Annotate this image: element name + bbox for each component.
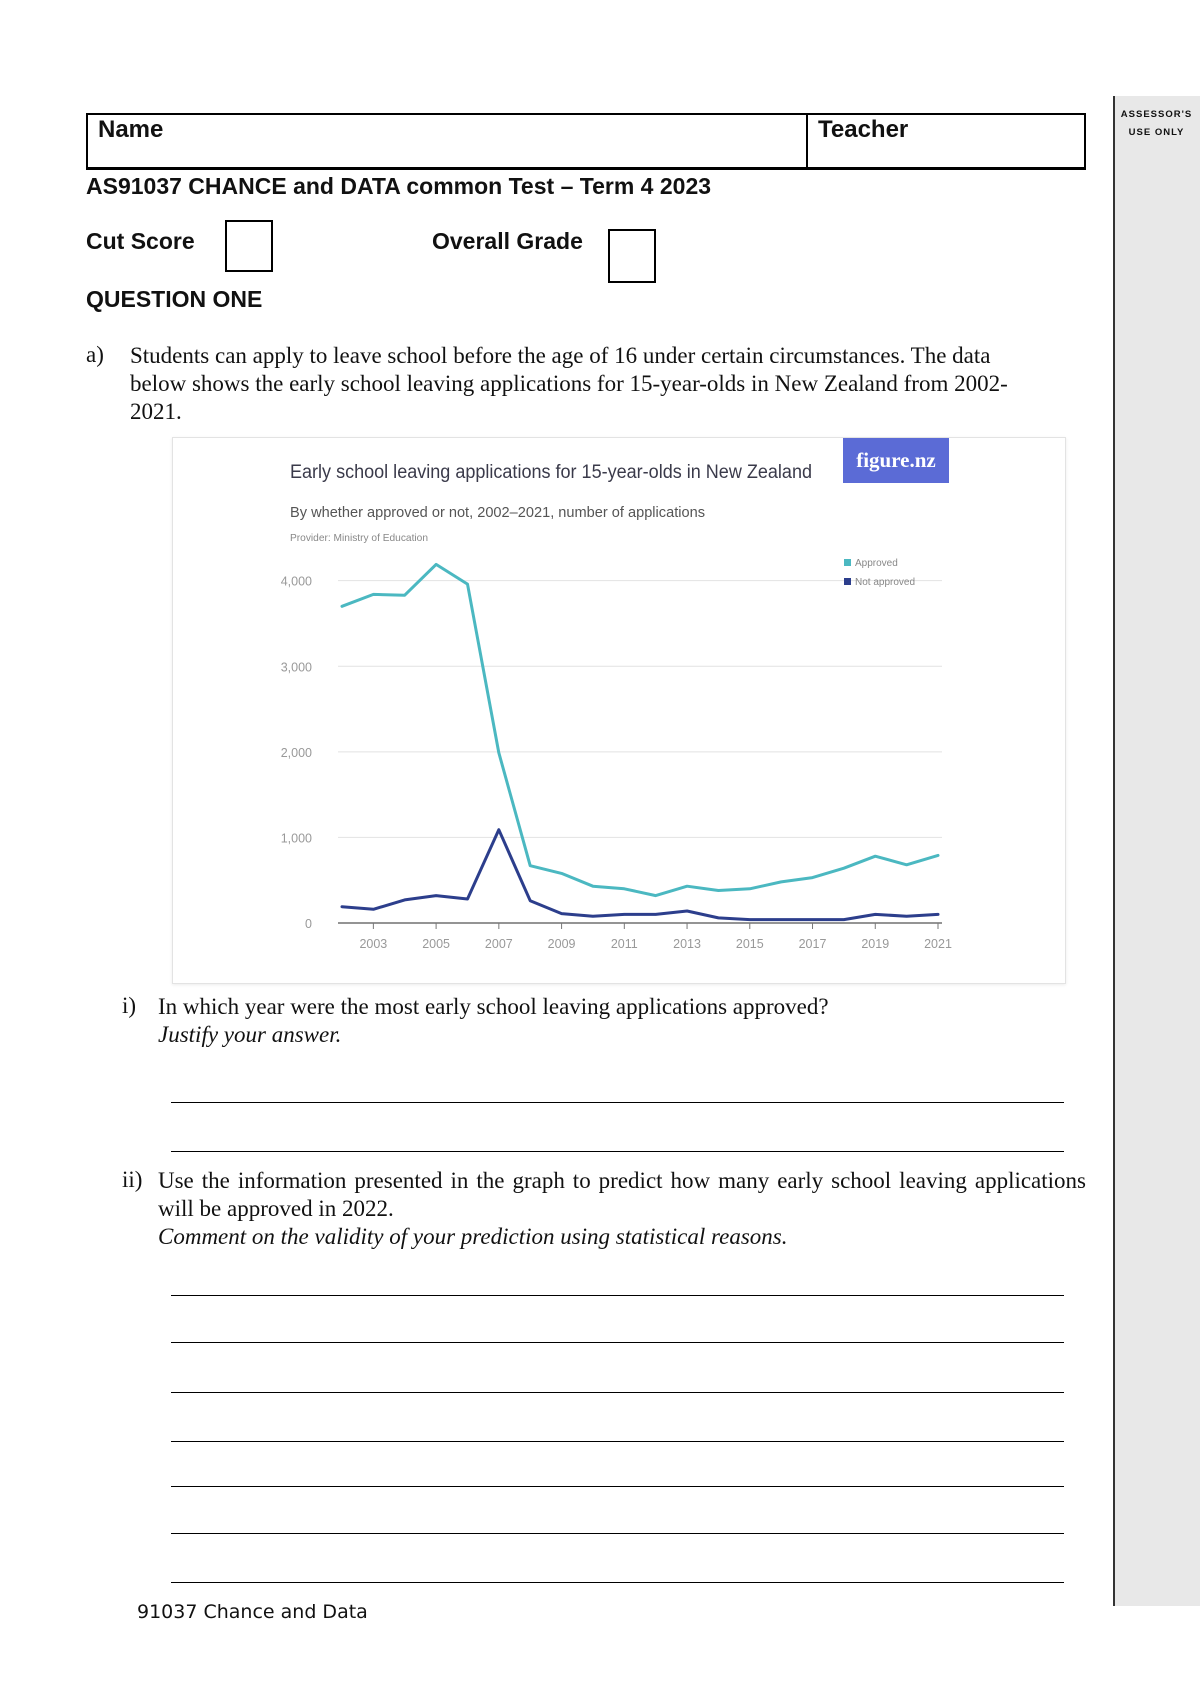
assessor-use-label [1113,106,1200,142]
y-tick-label: 4,000 [280,574,312,589]
chart-title: Early school leaving applications for 15-year-olds in New Zealand [290,462,812,483]
x-tick-label: 2007 [484,937,513,951]
overall-grade-label: Overall Grade [432,228,583,254]
legend-label-not-approved: Not approved [855,577,916,588]
answer-line[interactable] [171,1342,1064,1343]
chart-source: Provider: Ministry of Education [290,532,429,544]
answer-line[interactable] [171,1102,1064,1103]
answer-line[interactable] [171,1533,1064,1534]
assessor-label-line1: ASSESSOR'S [1120,109,1193,120]
x-tick-label: 2015 [735,937,764,951]
assessor-label-line2: USE ONLY [1128,127,1185,138]
question-i [158,993,1058,1049]
y-tick-label: 2,000 [280,745,312,760]
question-i-instruction: Justify your answer. [158,1022,342,1047]
name-field-label: Name [98,116,164,143]
answer-line[interactable] [171,1295,1064,1296]
answer-line[interactable] [171,1151,1064,1152]
series-line-approved [342,564,938,895]
assessor-use-column [1113,96,1200,1606]
header-divider [806,113,808,170]
question-ii-number: ii) [122,1167,143,1192]
footer-text: 91037 Chance and Data [137,1601,368,1623]
overall-grade-box[interactable] [608,229,656,283]
figure-nz-logo: figure.nz [856,448,936,472]
answer-line[interactable] [171,1486,1064,1487]
chart-subtitle: By whether approved or not, 2002–2021, number of applications [290,505,705,521]
line-chart [172,437,1064,982]
question-ii-text: Use the information presented in the graph to predict how many early school leaving applications will be approved in 2022. [158,1168,1086,1221]
x-tick-label: 2021 [924,937,952,951]
answer-line[interactable] [171,1441,1064,1442]
x-tick-label: 2009 [547,937,576,951]
x-tick-label: 2003 [359,937,388,951]
x-tick-label: 2005 [422,937,451,951]
question-heading: QUESTION ONE [86,286,263,312]
part-a-letter: a) [86,342,104,367]
x-tick-label: 2017 [798,937,827,951]
legend-swatch-not-approved [844,578,851,585]
teacher-field-label: Teacher [818,116,909,143]
question-i-text: In which year were the most early school leaving applications approved? [158,994,829,1019]
answer-line[interactable] [171,1392,1064,1393]
part-a-text: Students can apply to leave school before the age of 16 under certain circumstances. The data below shows the early school leaving applications for 15-year-olds in New Zealand from 2002-2021. [130,343,1008,424]
y-tick-label: 1,000 [280,831,312,846]
test-title: AS91037 CHANCE and DATA common Test – Term 4 2023 [86,173,712,199]
legend-label-approved: Approved [855,558,898,569]
series-line-not-approved [342,830,938,920]
x-tick-label: 2011 [610,937,638,951]
cut-score-label: Cut Score [86,228,195,254]
x-tick-label: 2019 [861,937,890,951]
question-ii [158,1167,1086,1251]
y-tick-label: 3,000 [280,660,312,675]
legend-swatch-approved [844,559,851,566]
cut-score-box[interactable] [225,220,273,272]
name-teacher-table [86,113,1086,170]
question-i-number: i) [122,993,137,1018]
answer-line[interactable] [171,1582,1064,1583]
y-tick-label: 0 [305,917,312,931]
x-tick-label: 2013 [673,937,701,951]
question-ii-instruction: Comment on the validity of your prediction using statistical reasons. [158,1224,788,1249]
